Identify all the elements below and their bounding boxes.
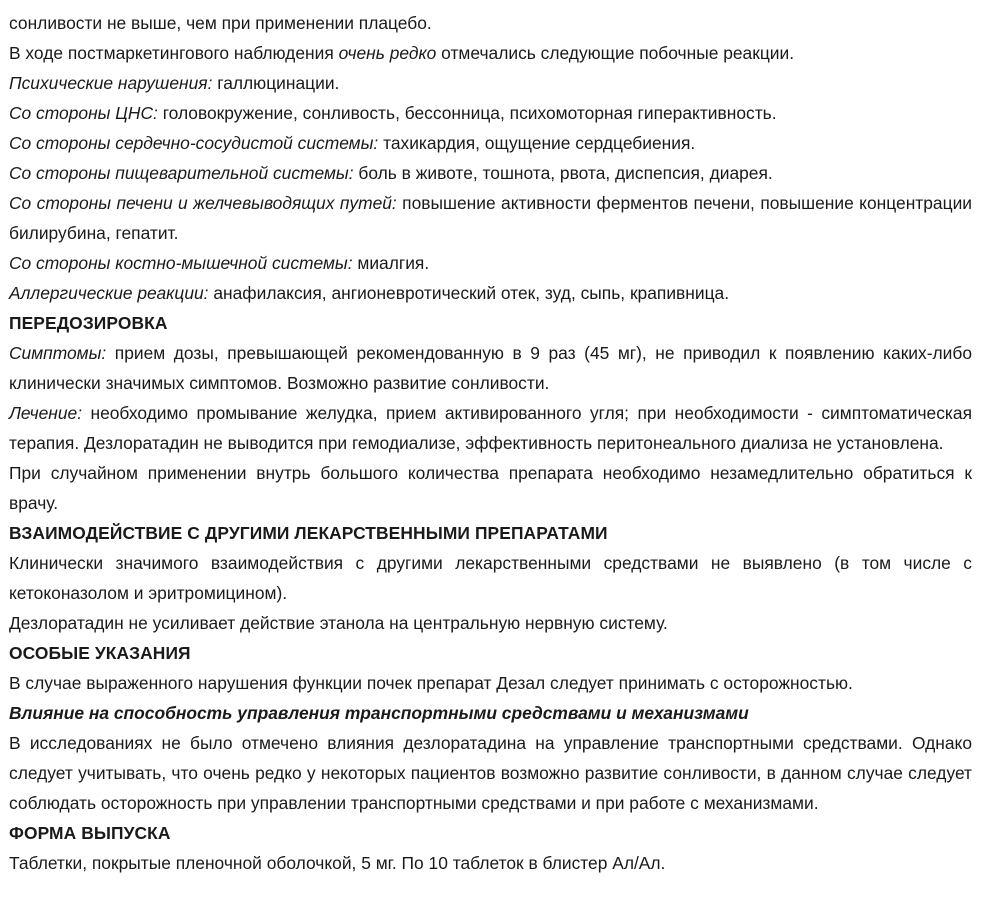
side-effect-psychiatric xyxy=(9,68,972,98)
form-paragraph: Таблетки, покрытые пленочной оболочкой, 5 мг. По 10 таблеток в блистер Ал/Ал. xyxy=(9,853,666,873)
form-heading: ФОРМА ВЫПУСКА xyxy=(9,823,171,843)
overdose-accidental: При случайном применении внутрь большого количества препарата необходимо незамедлительно обратиться к врачу. xyxy=(9,463,972,513)
side-effects-continuation: сонливости не выше, чем при применении плацебо. xyxy=(9,13,432,33)
overdose-symptoms-label: Симптомы: xyxy=(9,343,107,363)
side-effect-label: Психические нарушения: xyxy=(9,73,213,93)
side-effect-label: Со стороны костно-мышечной системы: xyxy=(9,253,353,273)
side-effect-label: Со стороны ЦНС: xyxy=(9,103,158,123)
interactions-heading: ВЗАИМОДЕЙСТВИЕ С ДРУГИМИ ЛЕКАРСТВЕННЫМИ ПРЕПАРАТАМИ xyxy=(9,523,608,543)
side-effect-liver xyxy=(9,188,972,248)
side-effect-text: галлюцинации. xyxy=(212,73,340,93)
post-marketing-post: отмечались следующие побочные реакции. xyxy=(436,43,795,63)
side-effect-musculoskeletal xyxy=(9,248,972,278)
special-heading: ОСОБЫЕ УКАЗАНИЯ xyxy=(9,643,191,663)
side-effect-cns xyxy=(9,98,972,128)
side-effect-text: миалгия. xyxy=(352,253,430,273)
overdose-symptoms xyxy=(9,338,972,398)
post-marketing-emphasis: очень редко xyxy=(338,43,437,63)
post-marketing-pre: В ходе постмаркетингового наблюдения xyxy=(9,43,339,63)
driving-subheading: Влияние на способность управления транспортными средствами и механизмами xyxy=(9,703,749,723)
post-marketing-intro xyxy=(9,38,972,68)
side-effect-cardiovascular xyxy=(9,128,972,158)
overdose-treatment-label: Лечение: xyxy=(9,403,83,423)
side-effect-text: анафилаксия, ангионевротический отек, зуд, сыпь, крапивница. xyxy=(208,283,730,303)
side-effect-allergic xyxy=(9,278,972,308)
side-effect-digestive xyxy=(9,158,972,188)
side-effect-label: Аллергические реакции: xyxy=(9,283,209,303)
overdose-treatment-text: необходимо промывание желудка, прием активированного угля; при необходимости - симптоматическая терапия. Дезлоратадин не выводится при гемодиализе, эффективность перитонеального диализа не установлена. xyxy=(9,403,972,453)
overdose-symptoms-text: прием дозы, превышающей рекомендованную в 9 раз (45 мг), не приводил к появлению каких-либо клинически значимых симптомов. Возможно развитие сонливости. xyxy=(9,343,972,393)
special-paragraph-1: В случае выраженного нарушения функции почек препарат Дезал следует принимать с осторожностью. xyxy=(9,673,853,693)
side-effect-text: головокружение, сонливость, бессонница, психомоторная гиперактивность. xyxy=(157,103,777,123)
side-effect-text: повышение активности ферментов печени, повышение концентрации билирубина, гепатит. xyxy=(9,193,972,243)
side-effect-label: Со стороны пищеварительной системы: xyxy=(9,163,354,183)
side-effect-label: Со стороны сердечно-сосудистой системы: xyxy=(9,133,379,153)
overdose-heading: ПЕРЕДОЗИРОВКА xyxy=(9,313,168,333)
side-effect-text: боль в животе, тошнота, рвота, диспепсия, диарея. xyxy=(353,163,773,183)
overdose-treatment xyxy=(9,398,972,458)
side-effect-label: Со стороны печени и желчевыводящих путей: xyxy=(9,193,397,213)
interactions-paragraph-2: Дезлоратадин не усиливает действие этанола на центральную нервную систему. xyxy=(9,613,668,633)
driving-paragraph: В исследованиях не было отмечено влияния дезлоратадина на управление транспортными средствами. Однако следует учитывать, что очень редко у некоторых пациентов возможно развитие сонливости, в данном случае следует соблюдать осторожность при управлении транспортными средствами и при работе с механизмами. xyxy=(9,733,972,813)
interactions-paragraph-1: Клинически значимого взаимодействия с другими лекарственными средствами не выявлено (в том числе с кетоконазолом и эритромицином). xyxy=(9,553,972,603)
side-effect-text: тахикардия, ощущение сердцебиения. xyxy=(378,133,696,153)
